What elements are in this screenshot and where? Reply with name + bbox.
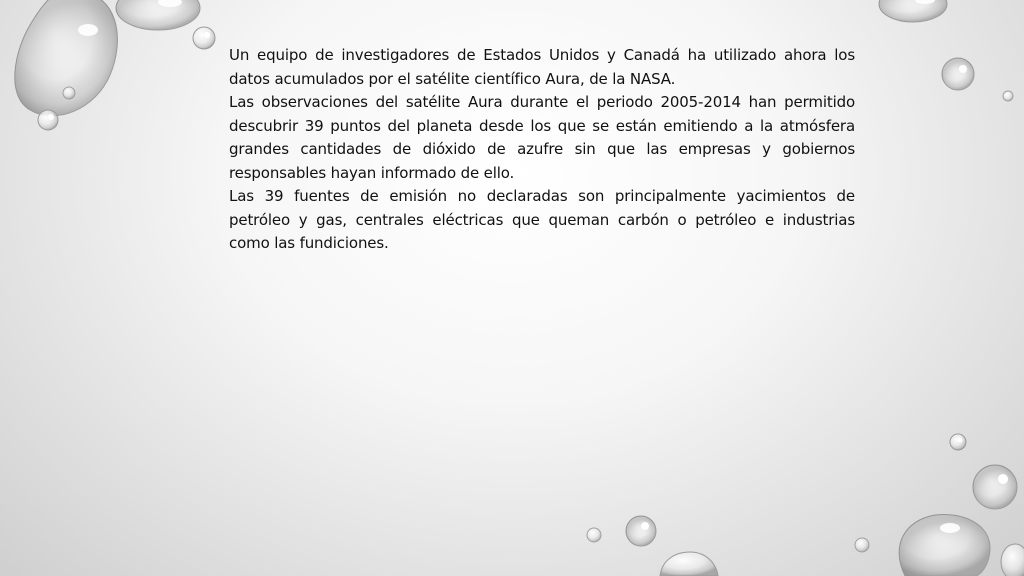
slide-body [229, 44, 855, 256]
drop-top-right-large [879, 0, 947, 22]
drop-top-right-medium [942, 58, 974, 90]
drop-bottom-right-large [899, 515, 990, 576]
paragraph-2: Las observaciones del satélite Aura durante el periodo 2005-2014 han permitido descubrir 39 puntos del planeta desde los que se están emitiendo a la atmósfera grandes cantidades de dióxido de azufre sin que las empresas y gobiernos responsables hayan informado de ello. [229, 93, 855, 182]
drop-bottom-corner [1001, 544, 1024, 576]
paragraph-3: Las 39 fuentes de emisión no declaradas son principalmente yacimientos de petróleo y gas, centrales eléctricas que queman carbón o petróleo e industrias como las fundiciones. [229, 187, 855, 252]
drop-left-tiny [63, 87, 75, 99]
drop-left-small [38, 110, 58, 130]
drop-bottom-right-small [950, 434, 966, 450]
drop-top-left-medium [116, 0, 200, 30]
drop-top-left-large [15, 0, 118, 116]
drop-bottom-center-large [660, 552, 718, 576]
drop-bottom-center-medium [626, 516, 656, 546]
drop-bottom-center-small [587, 528, 601, 542]
drop-bottom-right-tiny [855, 538, 869, 552]
drop-top-right-tiny [1003, 91, 1013, 101]
paragraph-1: Un equipo de investigadores de Estados Unidos y Canadá ha utilizado ahora los datos acumulados por el satélite científico Aura, de la NASA. [229, 46, 855, 88]
drop-top-left-small [193, 27, 215, 49]
drop-bottom-right-medium [973, 465, 1017, 509]
